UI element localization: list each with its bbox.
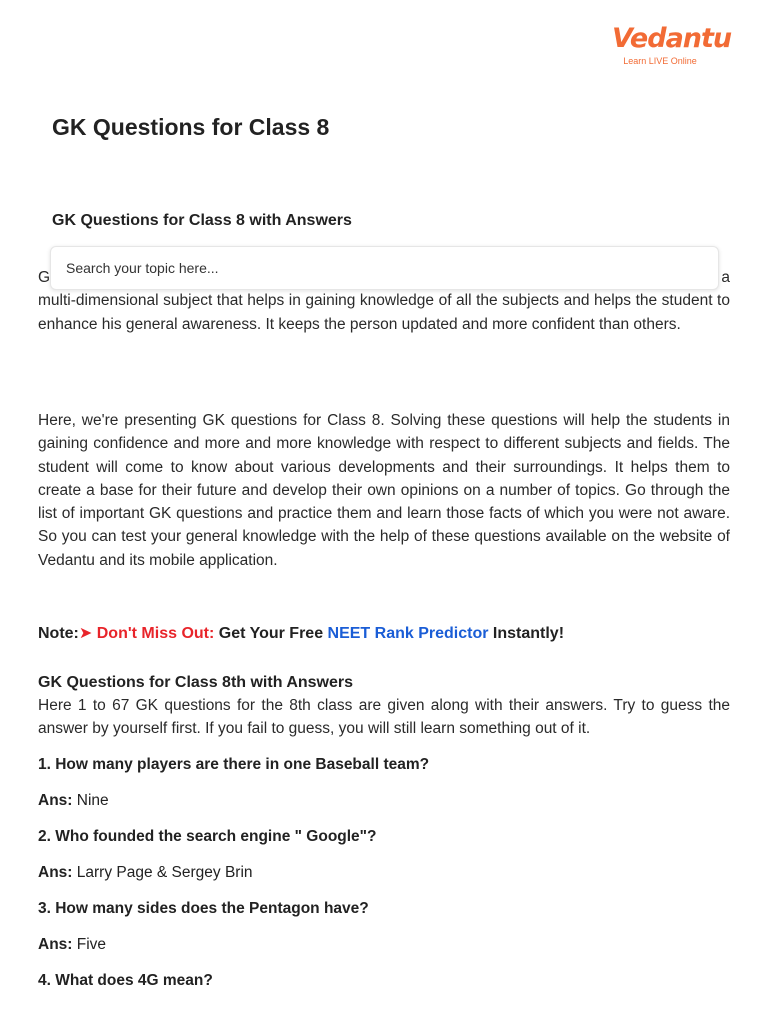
section-paragraph: Here 1 to 67 GK questions for the 8th class are given along with their answers. Try to guess the answer by yourself first. If you fail to guess, you will still learn something out of it. xyxy=(38,697,730,738)
intro-text: multi-dimensional subject that helps in gaining knowledge of all the subjects and helps the student to enhance his general awareness. It keeps the person updated and more confident than others. xyxy=(38,292,730,333)
logo-tagline: Learn LIVE Online xyxy=(623,56,697,66)
vedantu-logo[interactable] xyxy=(612,22,732,67)
article-subtitle: GK Questions for Class 8 with Answers xyxy=(52,212,352,229)
note-post-text: Instantly! xyxy=(488,625,565,642)
intro-hidden-lead: G xyxy=(38,269,51,286)
answer-2 xyxy=(38,862,253,884)
question-1: 1. How many players are there in one Baseball team? xyxy=(38,756,430,773)
answer-text: Larry Page & Sergey Brin xyxy=(72,864,253,881)
page-title: GK Questions for Class 8 xyxy=(52,114,330,140)
arrow-icon: ➤ xyxy=(78,625,93,642)
question-3: 3. How many sides does the Pentagon have? xyxy=(38,900,369,917)
answer-label: Ans: xyxy=(38,792,73,809)
answer-text: Five xyxy=(72,936,107,953)
answer-1 xyxy=(38,790,109,812)
question-4: 4. What does 4G mean? xyxy=(38,972,213,989)
neet-rank-predictor-link[interactable]: NEET Rank Predictor xyxy=(327,625,489,642)
search-box[interactable] xyxy=(50,246,719,290)
question-2: 2. Who founded the search engine " Google"? xyxy=(38,828,377,845)
section-heading: GK Questions for Class 8th with Answers xyxy=(38,674,354,691)
note-label: Note: xyxy=(38,625,79,642)
answer-label: Ans: xyxy=(38,936,73,953)
answer-text: Nine xyxy=(72,792,109,809)
note-pre-text: Get Your Free xyxy=(214,625,328,642)
note-miss-text: Don't Miss Out: xyxy=(92,625,215,642)
answer-label: Ans: xyxy=(38,864,73,881)
logo-wordmark: Vedantu xyxy=(612,23,732,54)
promo-note xyxy=(38,622,564,646)
overview-paragraph: Here, we're presenting GK questions for Class 8. Solving these questions will help the students in gaining confidence and more and more knowledge with respect to different subjects and fields. The student will come to know about various developments and their surroundings. It helps them to create a base for their future and develop their own opinions on a number of topics. Go through the list of important GK questions and practice them and learn those facts of which you were not aware. So you can test your general knowledge with the help of these questions available on the website of Vedantu and its mobile application. xyxy=(38,412,730,569)
intro-hidden-tail: a xyxy=(721,269,730,286)
answer-3 xyxy=(38,934,106,956)
search-input[interactable] xyxy=(66,247,666,289)
